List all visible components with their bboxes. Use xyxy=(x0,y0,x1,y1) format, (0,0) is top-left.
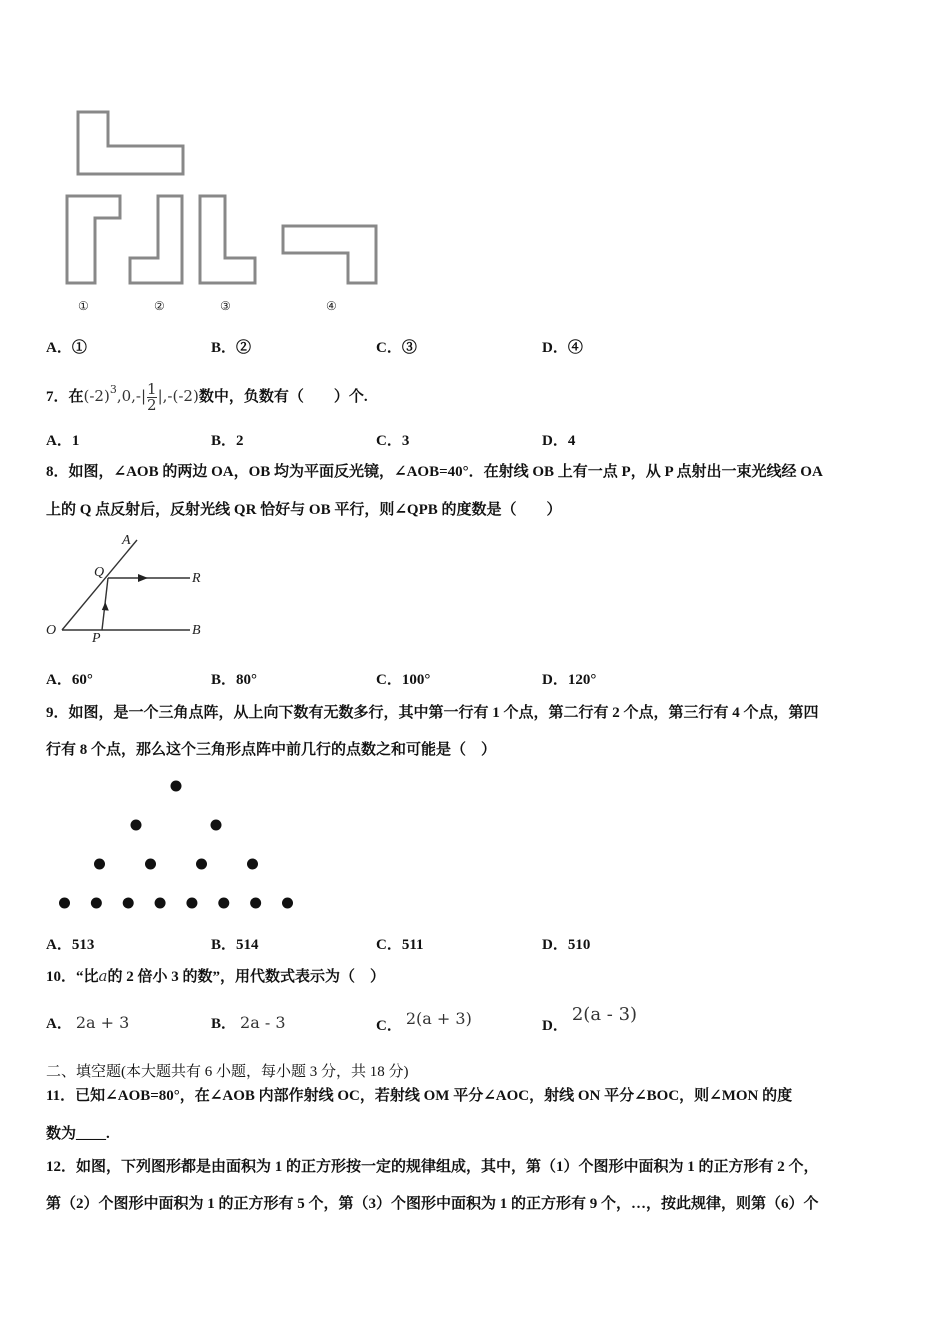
q8-line-1: 8．如图，∠AOB 的两边 OA，OB 均为平面反光镜，∠AOB=40°．在射线 OB 上有一点 P，从 P 点射出一束光线经 OA xyxy=(46,464,823,480)
q10-option-a[interactable] xyxy=(46,1012,129,1033)
q7-option-a[interactable]: A．1 xyxy=(46,433,80,449)
q11-line-2: 数为____. xyxy=(46,1126,110,1142)
q9-option-d[interactable]: D．510 xyxy=(542,937,591,953)
q12-line-1: 12．如图，下列图形都是由面积为 1 的正方形按一定的规律组成，其中，第（1）个图形中面积为 1 的正方形有 2 个， xyxy=(46,1159,819,1175)
dot xyxy=(282,898,293,909)
fig-label-2: ② xyxy=(154,299,165,313)
q10-option-d-expr: 2(a - 3) xyxy=(571,1004,638,1025)
section-2-title: 二、填空题(本大题共有 6 小题，每小题 3 分，共 18 分) xyxy=(46,1064,409,1080)
q7-expr-3: |,-(-2) xyxy=(157,387,199,405)
q7-option-b[interactable]: B．2 xyxy=(211,433,244,449)
dot xyxy=(123,898,134,909)
dot xyxy=(155,898,166,909)
q8-figure xyxy=(40,530,220,645)
l-shape-3 xyxy=(200,196,255,283)
q10-option-b-label: B． xyxy=(211,1016,237,1032)
dot xyxy=(145,859,156,870)
q10-suffix: 的 2 倍小 3 的数”，用代数式表示为（ ） xyxy=(107,969,385,985)
q7-stem xyxy=(46,382,368,413)
q8-option-d[interactable]: D．120° xyxy=(542,672,597,688)
q8-option-b[interactable]: B．80° xyxy=(211,672,258,688)
label-p: P xyxy=(92,631,101,645)
label-a: A xyxy=(122,533,131,548)
q9-option-a[interactable]: A．513 xyxy=(46,937,95,953)
q9-option-c[interactable]: C．511 xyxy=(376,937,424,953)
q10-option-c-label: C． xyxy=(376,1018,402,1034)
q6-option-b[interactable]: B．② xyxy=(211,340,252,356)
label-q: Q xyxy=(94,565,105,580)
q9-dot-triangle xyxy=(40,770,320,910)
l-shape-2 xyxy=(130,196,182,283)
q7-expr-2: ,0,-| xyxy=(116,387,147,405)
q10-option-c-expr: 2(a + 3) xyxy=(405,1009,472,1028)
q10-var: a xyxy=(98,967,108,985)
q10-option-a-expr: 2a + 3 xyxy=(75,1013,130,1032)
q10-prefix: 10．“比 xyxy=(46,969,99,985)
dot xyxy=(218,898,229,909)
l-shape-top xyxy=(78,112,183,174)
q6-option-a[interactable]: A．① xyxy=(46,340,87,356)
q9-line-2: 行有 8 个点，那么这个三角形点阵中前几行的点数之和可能是（ ） xyxy=(46,742,497,758)
label-r: R xyxy=(192,571,201,586)
q7-suffix: 数中，负数有（ ）个. xyxy=(198,389,368,405)
q10-option-d[interactable] xyxy=(542,1004,638,1034)
fig-label-4: ④ xyxy=(326,299,337,313)
q7-prefix: 7．在 xyxy=(46,389,84,405)
dot xyxy=(186,898,197,909)
q8-line-2: 上的 Q 点反射后，反射光线 QR 恰好与 OB 平行，则∠QPB 的度数是（ ） xyxy=(46,502,562,518)
q10-option-a-label: A． xyxy=(46,1016,72,1032)
fig-label-1: ① xyxy=(78,299,89,313)
q6-figure xyxy=(40,100,400,320)
q10-option-b[interactable] xyxy=(211,1012,286,1033)
q12-line-2: 第（2）个图形中面积为 1 的正方形有 5 个，第（3）个图形中面积为 1 的正方形有 9 个，…，按此规律，则第（6）个 xyxy=(46,1196,819,1212)
q11-line-1: 11．已知∠AOB=80°，在∠AOB 内部作射线 OC，若射线 OM 平分∠AOC，射线 ON 平分∠BOC，则∠MON 的度 xyxy=(46,1088,793,1104)
q7-fraction-num: 1 xyxy=(147,380,157,399)
label-o: O xyxy=(46,623,57,638)
label-b: B xyxy=(192,623,201,638)
dot xyxy=(250,898,261,909)
fig-label-3: ③ xyxy=(220,299,231,313)
dot xyxy=(196,859,207,870)
l-shape-1 xyxy=(67,196,120,283)
dot xyxy=(171,781,182,792)
q7-expr-1: (-2) xyxy=(83,387,110,405)
q7-exponent: 3 xyxy=(109,383,117,396)
q9-option-b[interactable]: B．514 xyxy=(211,937,259,953)
q9-line-1: 9．如图，是一个三角点阵，从上向下数有无数多行，其中第一行有 1 个点，第二行有 2 个点，第三行有 4 个点，第四 xyxy=(46,705,819,721)
arrow-qr xyxy=(138,574,148,582)
q6-option-c[interactable]: C．③ xyxy=(376,340,417,356)
dot xyxy=(59,898,70,909)
q10-option-d-label: D． xyxy=(542,1018,568,1034)
dot xyxy=(91,898,102,909)
l-shape-4 xyxy=(283,226,376,283)
dot xyxy=(211,820,222,831)
q10-option-b-expr: 2a - 3 xyxy=(240,1013,286,1032)
arrow-pq xyxy=(102,602,109,611)
ray-oa xyxy=(62,540,137,630)
q8-option-a[interactable]: A．60° xyxy=(46,672,93,688)
q6-option-d[interactable]: D．④ xyxy=(542,340,583,356)
q7-option-c[interactable]: C．3 xyxy=(376,433,410,449)
q10-option-c[interactable] xyxy=(376,1008,472,1034)
q7-fraction xyxy=(147,382,157,413)
q7-option-d[interactable]: D．4 xyxy=(542,433,576,449)
dot xyxy=(94,859,105,870)
q10-stem xyxy=(46,966,385,987)
q8-option-c[interactable]: C．100° xyxy=(376,672,431,688)
dot xyxy=(247,859,258,870)
dot xyxy=(131,820,142,831)
q7-fraction-den: 2 xyxy=(147,396,157,415)
